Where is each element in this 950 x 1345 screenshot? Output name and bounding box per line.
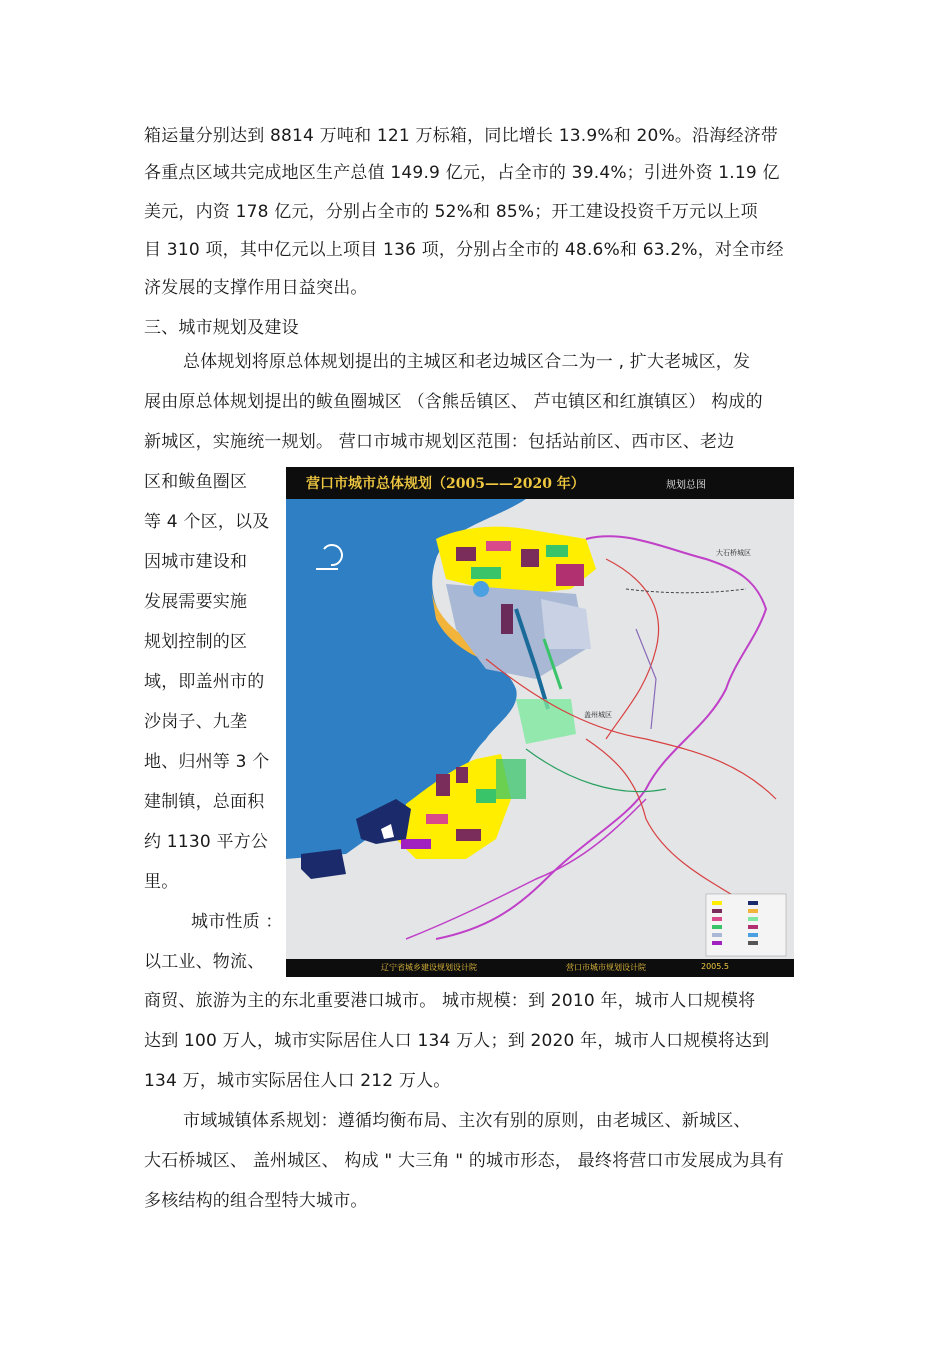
paragraph-line: 商贸、旅游为主的东北重要港口城市。 城市规模：到 2010 年，城市人口规模将 [144, 991, 756, 1011]
wrap-line: 规划控制的区 [144, 632, 248, 652]
map-footer-institute: 营口市城市规划设计院 [566, 963, 646, 972]
map-title: 营口市城市总体规划（2005——2020 年） [306, 476, 585, 492]
place-label-dashiqiao: 大石桥城区 [716, 549, 751, 557]
paragraph-line: 达到 100 万人，城市实际居住人口 134 万人；到 2020 年，城市人口规模将达到 [144, 1031, 770, 1051]
wrap-line: 发展需要实施 [144, 592, 248, 612]
wrap-line: 里。 [144, 872, 179, 892]
city-plan-map [286, 467, 794, 977]
paragraph-line: 目 310 项，其中亿元以上项目 136 项，分别占全市的 48.6%和 63.2%，对全市经 [144, 240, 784, 260]
map-footer-institute: 辽宁省城乡建设规划设计院 [381, 963, 477, 972]
port-pier [301, 849, 346, 879]
map-title-bar [286, 467, 794, 499]
wrap-line: 因城市建设和 [144, 552, 248, 572]
paragraph-line: 展由原总体规划提出的鲅鱼圈城区 （含熊岳镇区、 芦屯镇区和红旗镇区） 构成的 [144, 392, 763, 412]
map-legend [706, 894, 786, 956]
paragraph-line: 新城区，实施统一规划。 营口市城市规划区范围：包括站前区、西市区、老边 [144, 432, 735, 452]
paragraph-line: 箱运量分别达到 8814 万吨和 121 万标箱，同比增长 13.9%和 20%。沿海经济带 [144, 126, 779, 146]
wrap-line: 地、归州等 3 个 [144, 752, 270, 772]
place-label-gaizhou: 盖州城区 [584, 711, 612, 719]
wrap-line: 约 1130 平方公 [144, 832, 269, 852]
paragraph-line: 各重点区域共完成地区生产总值 149.9 亿元，占全市的 39.4%；引进外资 1.19 亿 [144, 163, 780, 183]
paragraph-line: 美元，内资 178 亿元，分别占全市的 52%和 85%；开工建设投资千万元以上项 [144, 202, 758, 222]
paragraph-line: 市域城镇体系规划：遵循均衡布局、主次有别的原则，由老城区、新城区、 [183, 1111, 751, 1131]
map-footer [286, 959, 794, 977]
section-heading: 三、城市规划及建设 [144, 318, 299, 338]
paragraph-line: 134 万，城市实际居住人口 212 万人。 [144, 1071, 451, 1091]
paragraph-line: 济发展的支撑作用日益突出。 [144, 278, 368, 298]
wrap-line: 建制镇，总面积 [144, 792, 265, 812]
paragraph-line: 多核结构的组合型特大城市。 [144, 1191, 368, 1211]
wrap-line: 域，即盖州市的 [144, 672, 265, 692]
paragraph-line: 总体规划将原总体规划提出的主城区和老边城区合二为一 , 扩大老城区，发 [183, 352, 751, 372]
map-drawing [286, 499, 794, 959]
map-subtitle: 规划总图 [666, 480, 706, 491]
wrap-line: 等 4 个区，以及 [144, 512, 270, 532]
paragraph-line: 大石桥城区、 盖州城区、 构成 " 大三角 " 的城市形态， 最终将营口市发展成为具有 [144, 1151, 785, 1171]
wrap-line: 区和鲅鱼圈区 [144, 472, 248, 492]
map-footer-date: 2005.5 [701, 962, 729, 971]
wrap-line: 沙岗子、九垄 [144, 712, 248, 732]
paragraph-line: 城市性质 ： [191, 912, 283, 932]
paragraph-line: 以工业、物流、 [144, 952, 265, 972]
